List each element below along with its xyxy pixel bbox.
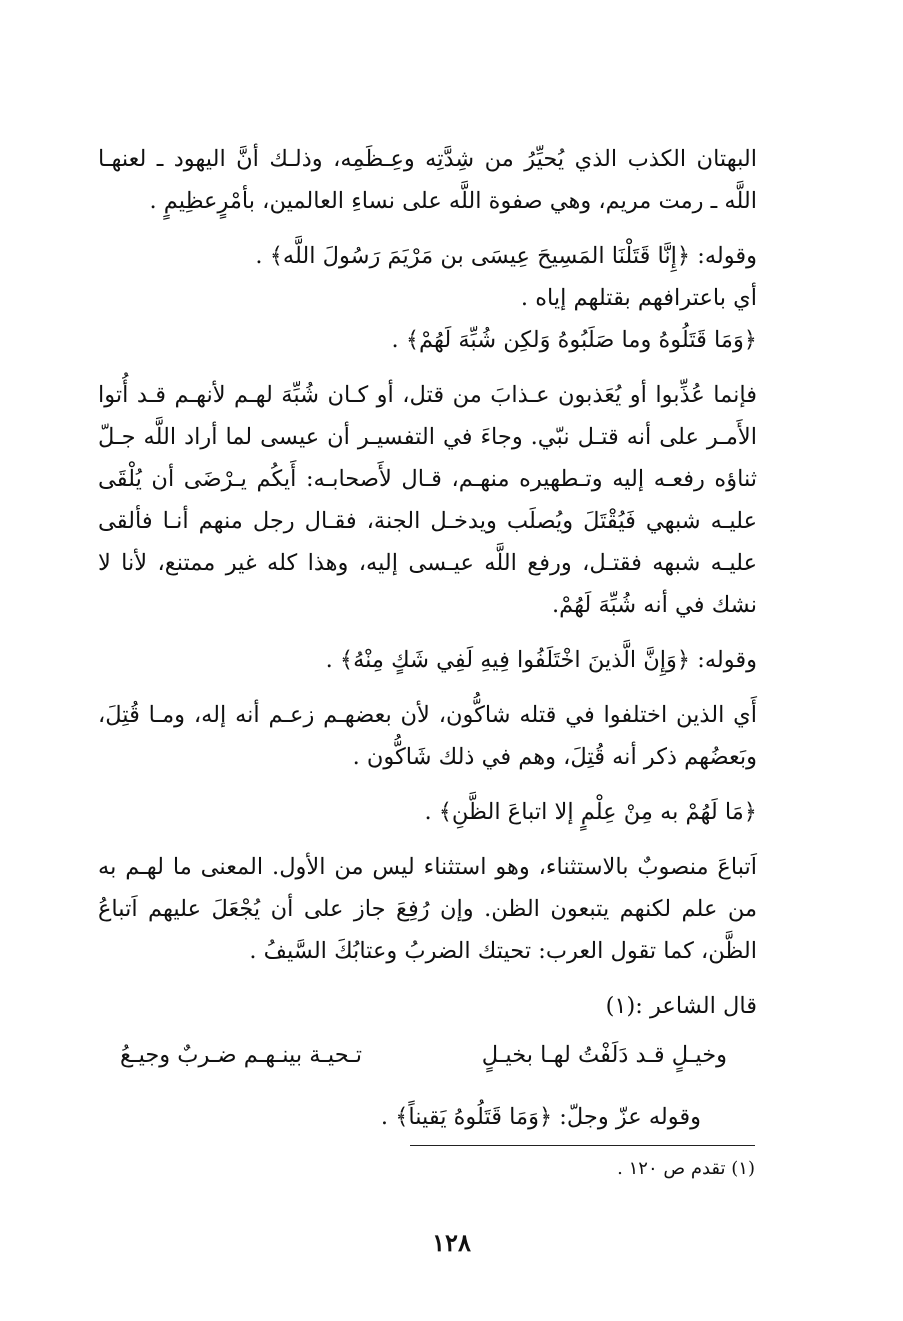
closing-verse-line: وقوله عزّ وجلّ: ﴿وَمَا قَتَلُوهُ يَقيناً﴾ . (380, 1104, 701, 1130)
paragraph: أي باعترافهم بقتلهم إياه . (520, 285, 757, 311)
footnote-divider (410, 1145, 755, 1146)
poet-intro: قال الشاعر :(١) (605, 993, 757, 1019)
quran-verse-line: وقوله: ﴿وَإِنَّ الَّذينَ اخْتَلَفُوا فِيهِ لَفِي شَكٍ مِنْهُ﴾ . (325, 647, 757, 673)
poem-first-hemistich: وخيـلٍ قـد دَلَفْتُ لهـا بخيـلٍ (481, 1042, 727, 1068)
page-number: ١٢٨ (432, 1228, 471, 1257)
paragraph: البهتان الكذب الذي يُحيِّرُ من شِدَّتِه وعِـظَمِه، وذلـك أنَّ اليهود ـ لعنهـا اللَّه ـ رمت مريم، وهي صفوة اللَّه على نساءِ العالمين، بأمْرٍعظِيمٍ . (98, 146, 757, 214)
paragraph: فإنما عُذِّبوا أو يُعَذبون عـذابَ من قتل، أو كـان شُبِّهَ لهـم لأنهـم قـد أُتوا الأَمـر على أنه قتـل نبّي. وجاءَ في التفسيـر أن عيسى لما أراد اللَّه جـلّ ثناؤه رفعـه إليه وتـطهيره منهـم، قـال لأَصحابـه: أَيكُم يـرْضَى أن يُلْقَى عليـه شبهي فَيُقْتَلَ ويُصلَب ويدخـل الجنة، فقـال رجل منهم أنـا فألقى عليـه شبهه فقتـل، ورفع اللَّه عيـسى إليه، وهذا كله غير ممتنع، لأنا لا نشك في أنه شُبِّهَ لَهُمْ. (98, 382, 757, 618)
footnote: (١) تقدم ص ١٢٠ . (617, 1158, 755, 1179)
paragraph: اَتباعَ منصوبٌ بالاستثناء، وهو استثناء ليس من الأول. المعنى ما لهـم به من علم لكنهم يتبعون الظن. وإن رُفِعَ جاز على أن يُجْعَلَ عليهم اَتباعُ الظَّن، كما تقول العرب: تحيتك الضربُ وعتابُكَ السَّيفُ . (98, 854, 757, 964)
quran-verse-line: ﴿مَا لَهُمْ به مِنْ عِلْمٍ إلا اتباعَ الظَّنِ﴾ . (424, 799, 757, 825)
quran-verse-line: ﴿وَمَا قَتَلُوهُ وما صَلَبُوهُ وَلكِن شُبِّهَ لَهُمْ﴾ . (391, 327, 757, 353)
quran-verse-line: وقوله: ﴿إِنَّا قَتَلْنَا المَسِيحَ عِيسَى بن مَرْيَمَ رَسُولَ اللَّه﴾ . (255, 243, 757, 269)
body-text (98, 138, 757, 1027)
paragraph: أَي الذين اختلفوا في قتله شاكُّون، لأن بعضهـم زعـم أنه إله، ومـا قُتِلَ، وبَعضُهم ذكر أنه قُتِلَ، وهم في ذلك شَاكُّون . (98, 702, 757, 770)
poem-second-hemistich: تـحيـة بينـهـم ضـربٌ وجيـعُ (120, 1042, 363, 1068)
poem-verse (120, 1034, 727, 1076)
